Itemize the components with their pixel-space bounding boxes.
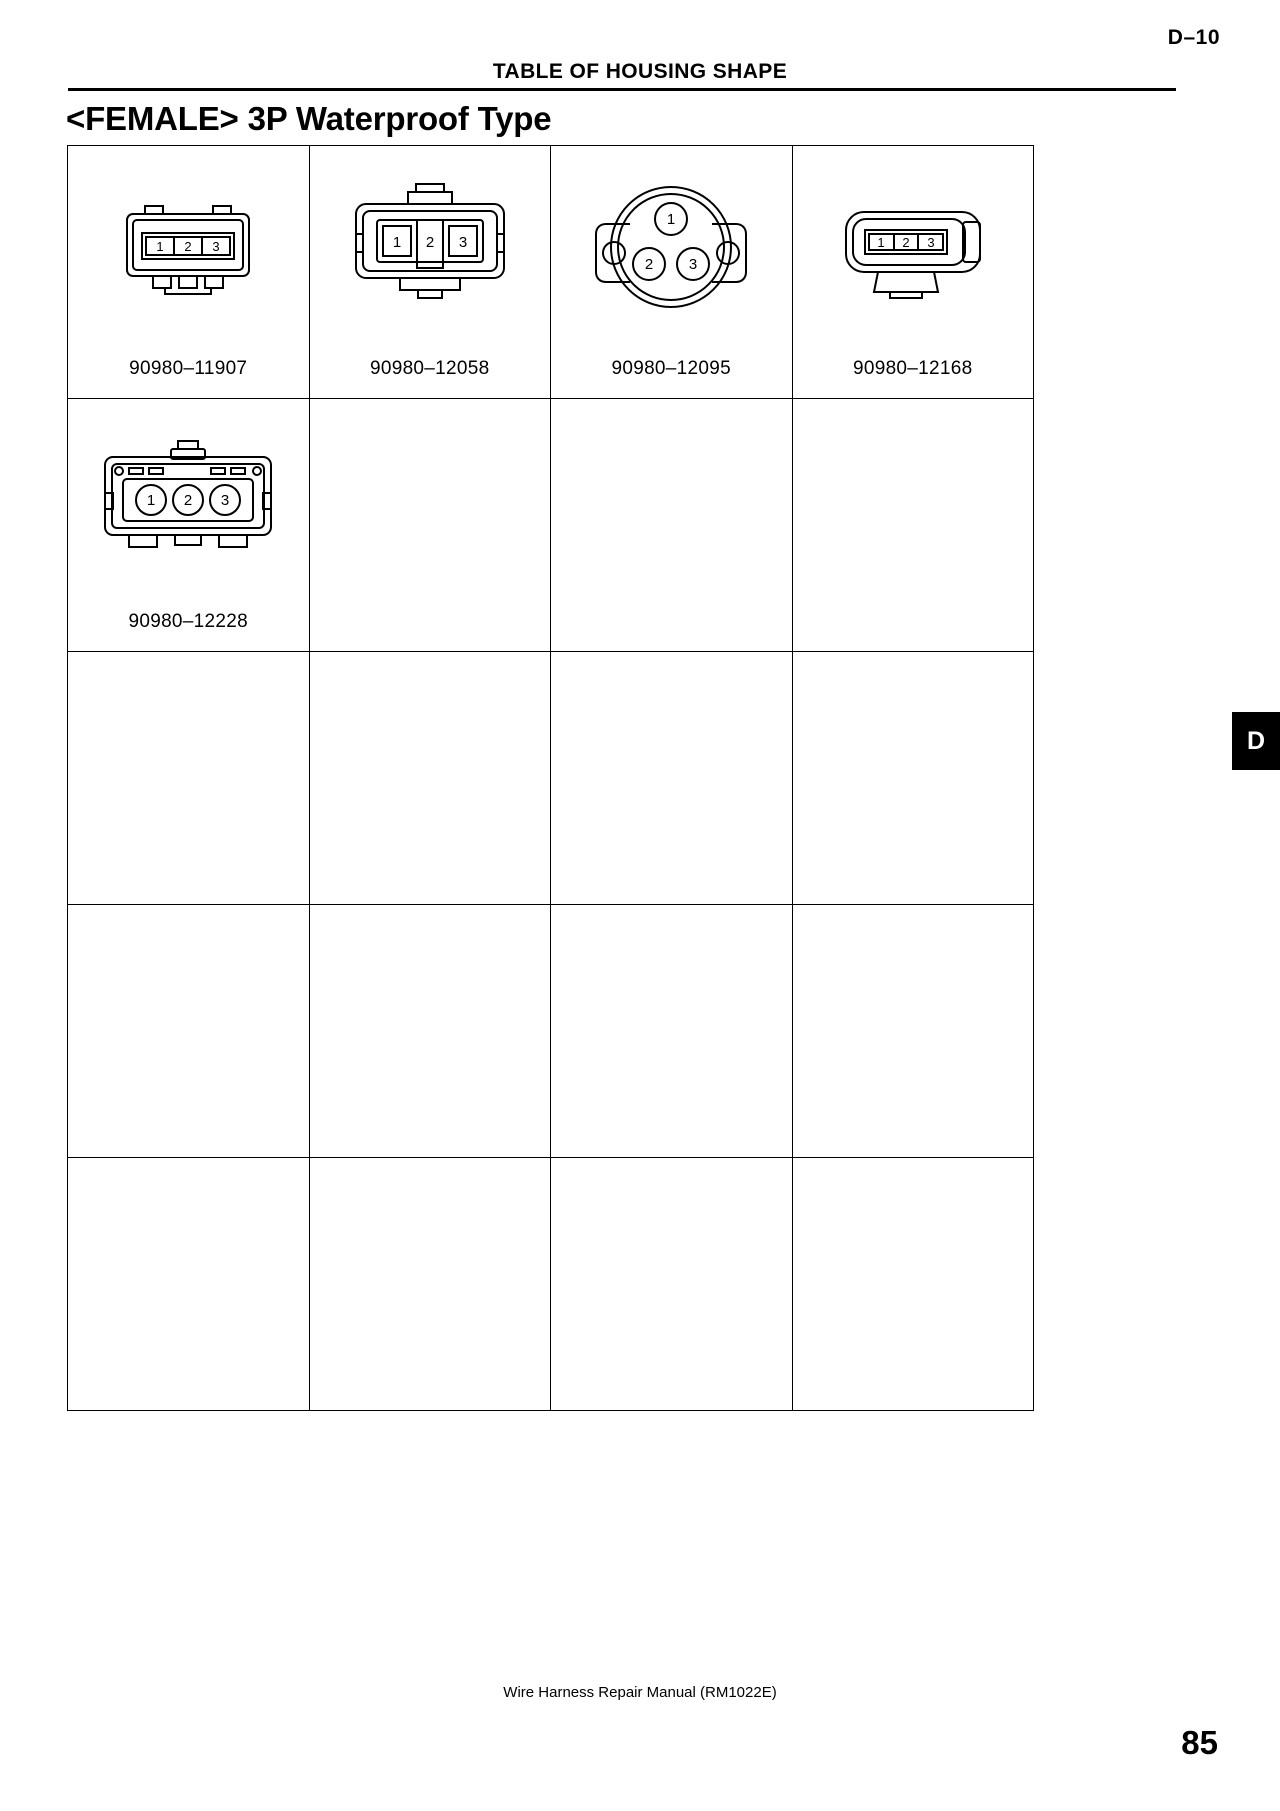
page-code: D–10 [1167, 26, 1220, 49]
connector-diagram-rect-flat [68, 164, 309, 334]
svg-text:1: 1 [667, 211, 676, 228]
svg-text:1: 1 [156, 239, 164, 254]
svg-text:1: 1 [877, 235, 885, 250]
table-cell [792, 146, 1034, 399]
table-row [68, 1158, 1034, 1411]
svg-text:2: 2 [645, 256, 654, 273]
connector-diagram-rect-rounded [793, 164, 1034, 334]
table-cell [551, 399, 793, 652]
table-row [68, 146, 1034, 399]
table-cell [792, 652, 1034, 905]
part-number: 90980–12168 [852, 358, 973, 379]
table-cell [551, 652, 793, 905]
svg-text:2: 2 [902, 235, 910, 250]
housing-shape-table [67, 145, 1034, 1411]
table-cell [309, 1158, 551, 1411]
table-cell [68, 905, 310, 1158]
svg-text:3: 3 [458, 234, 467, 251]
svg-text:3: 3 [221, 492, 230, 509]
svg-text:1: 1 [392, 234, 401, 251]
part-number: 90980–12095 [611, 358, 732, 379]
table-cell [68, 652, 310, 905]
table-cell [309, 399, 551, 652]
part-number: 90980–12228 [128, 611, 249, 632]
page-number: 85 [1181, 1724, 1218, 1761]
connector-diagram-rect-tabbed [310, 164, 551, 334]
part-number: 90980–11907 [129, 358, 248, 379]
footer-note: Wire Harness Repair Manual (RM1022E) [503, 1684, 777, 1701]
svg-text:3: 3 [927, 235, 935, 250]
table-cell [551, 905, 793, 1158]
table-cell [68, 1158, 310, 1411]
table-row [68, 652, 1034, 905]
table-cell [551, 146, 793, 399]
connector-diagram-rect-wide [68, 417, 309, 587]
table-row [68, 905, 1034, 1158]
table-cell [792, 905, 1034, 1158]
table-cell [309, 652, 551, 905]
table-row [68, 399, 1034, 652]
connector-diagram-round-flange [551, 164, 792, 334]
svg-text:2: 2 [184, 492, 193, 509]
part-number: 90980–12058 [369, 358, 490, 379]
table-cell [309, 905, 551, 1158]
page-title: <FEMALE> 3P Waterproof Type [66, 100, 552, 137]
svg-text:1: 1 [147, 492, 156, 509]
page-header-title: TABLE OF HOUSING SHAPE [492, 60, 788, 83]
svg-text:2: 2 [184, 239, 192, 254]
svg-text:3: 3 [212, 239, 220, 254]
table-cell [792, 399, 1034, 652]
svg-text:2: 2 [425, 234, 434, 251]
section-tab-d: D [1232, 712, 1280, 770]
header-divider [68, 88, 1176, 91]
table-cell [551, 1158, 793, 1411]
table-cell [68, 146, 310, 399]
table-cell [792, 1158, 1034, 1411]
svg-text:3: 3 [689, 256, 698, 273]
table-cell [309, 146, 551, 399]
table-cell [68, 399, 310, 652]
